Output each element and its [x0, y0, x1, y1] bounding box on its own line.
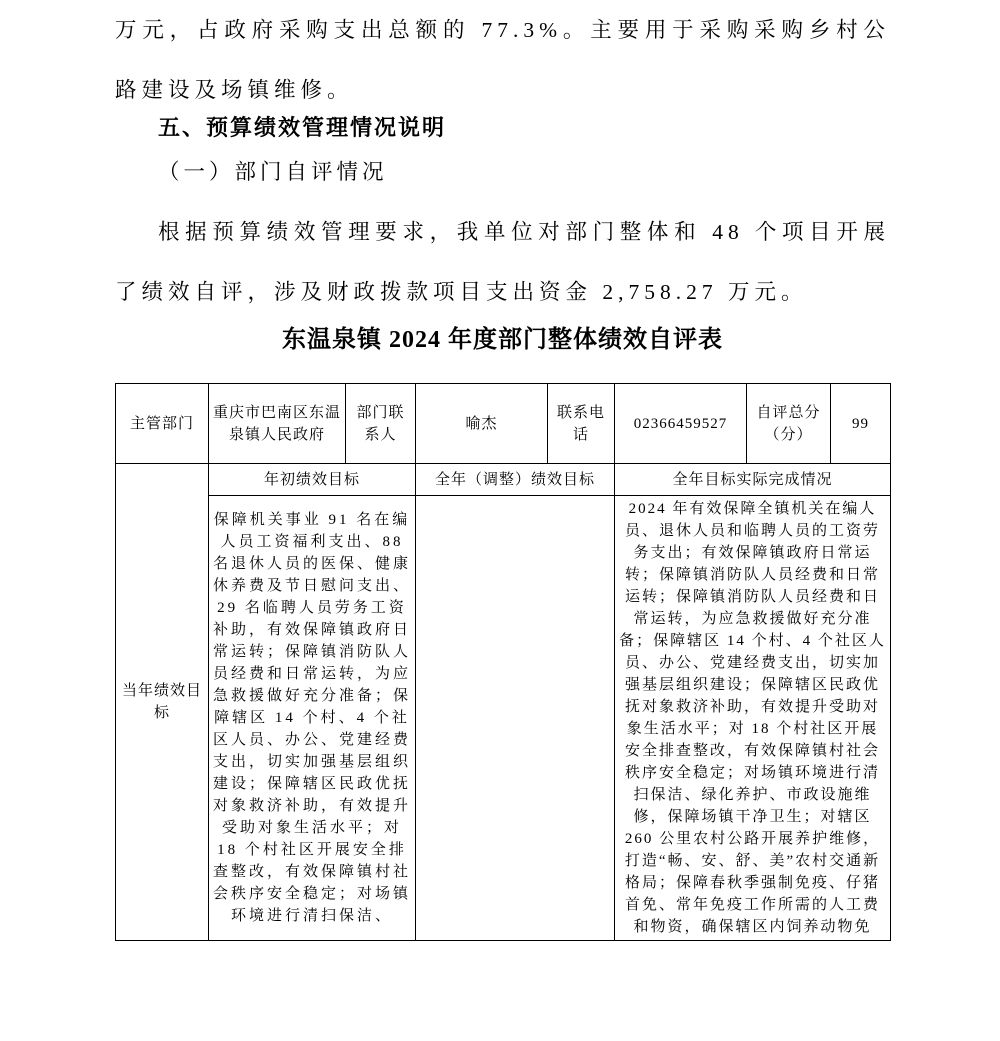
goal-row-label-cell: 当年绩效目标	[116, 464, 209, 941]
score-value-cell: 99	[831, 384, 891, 464]
table-title: 东温泉镇 2024 年度部门整体绩效自评表	[282, 327, 723, 353]
performance-table	[115, 383, 891, 941]
self-eval-paragraph: 根据预算绩效管理要求，我单位对部门整体和 48 个项目开展了绩效自评，涉及财政拨款项目支出资金 2,758.27 万元。	[115, 220, 890, 304]
intro-paragraph: 万元，占政府采购支出总额的 77.3%。主要用于采购采购乡村公路建设及场镇维修。	[115, 18, 890, 102]
initial-goal-header-cell: 年初绩效目标	[209, 464, 416, 496]
section-heading: 五、预算绩效管理情况说明	[158, 115, 447, 140]
table-info-row	[116, 384, 891, 464]
actual-goal-header-cell: 全年目标实际完成情况	[615, 464, 891, 496]
subsection-heading: （一）部门自评情况	[158, 160, 388, 184]
goal-header-row	[116, 464, 891, 496]
document-content	[115, 0, 890, 941]
phone-value-cell: 02366459527	[615, 384, 747, 464]
score-label-cell: 自评总分（分）	[747, 384, 831, 464]
actual-goal-text-cell: 2024 年有效保障全镇机关在编人员、退休人员和临聘人员的工资劳务支出；有效保障镇政府日常运转；保障镇消防队人员经费和日常运转；保障镇消防队人员经费和日常运转，为应急救援做好充分准备；保障辖区 14 个村、4 个社区人员、办公、党建经费支出，切实加强基层组织建设；保障辖区民政优抚对象救济补助，有效提升受助对象生活水平；对 18 个村社区开展安全排查整改，有效保障镇村社会秩序安全稳定；对场镇环境进行清扫保洁、绿化养护、市政设施维修，保障场镇干净卫生；对辖区 260 公里农村公路开展养护维修，打造“畅、安、舒、美”农村交通新格局；保障春秋季强制免疫、仔猪首免、常年免疫工作所需的人工费和物资，确保辖区内饲养动物免	[615, 496, 891, 941]
dept-label-cell: 主管部门	[116, 384, 209, 464]
contact-value-cell: 喻杰	[416, 384, 548, 464]
contact-label-cell: 部门联系人	[346, 384, 416, 464]
dept-value-cell: 重庆市巴南区东温泉镇人民政府	[209, 384, 346, 464]
initial-goal-text-cell: 保障机关事业 91 名在编人员工资福利支出、88 名退休人员的医保、健康休养费及节日慰问支出、29 名临聘人员劳务工资补助，有效保障镇政府日常运转；保障镇消防队人员经费和日常运转，为应急救援做好充分准备；保障辖区 14 个村、4 个社区人员、办公、党建经费支出，切实加强基层组织建设；保障辖区民政优抚对象救济补助，有效提升受助对象生活水平；对 18 个村社区开展安全排查整改，有效保障镇村社会秩序安全稳定；对场镇环境进行清扫保洁、	[209, 496, 416, 941]
phone-label-cell: 联系电话	[548, 384, 615, 464]
goal-body-row	[116, 496, 891, 941]
adjusted-goal-text-cell	[416, 496, 615, 941]
adjusted-goal-header-cell: 全年（调整）绩效目标	[416, 464, 615, 496]
